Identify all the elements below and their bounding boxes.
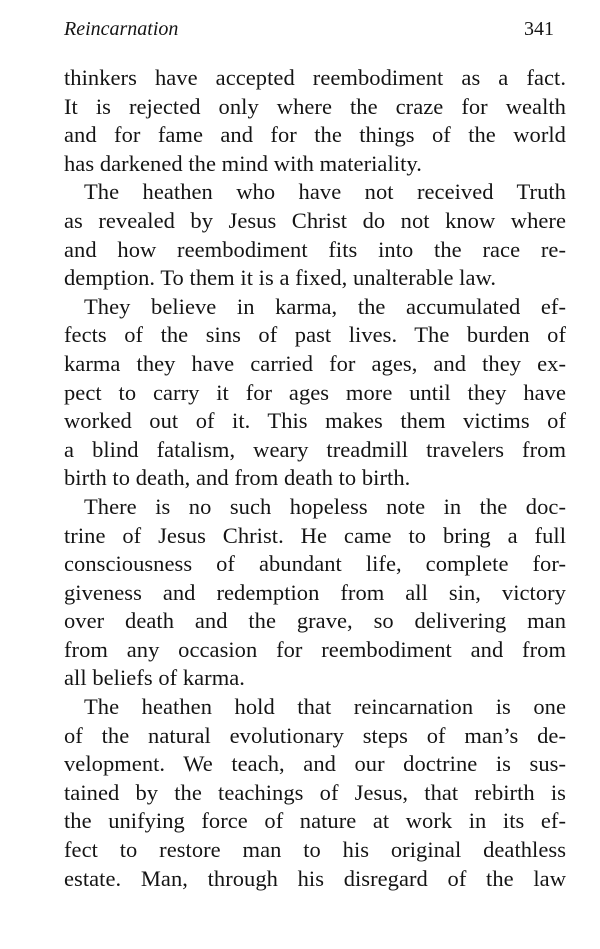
paragraph <box>64 693 566 893</box>
text-line: the unifying force of nature at work in its ef- <box>64 808 566 834</box>
text-line: a blind fatalism, weary treadmill travelers from <box>64 436 566 462</box>
paragraph <box>64 64 566 178</box>
text-line: has darkened the mind with materiality. <box>64 150 422 176</box>
text-line: as revealed by Jesus Christ do not know where <box>64 207 566 233</box>
paragraph <box>64 293 566 493</box>
running-title: Reincarnation <box>64 18 179 40</box>
text-line: thinkers have accepted reembodiment as a fact. <box>64 65 566 90</box>
text-line: trine of Jesus Christ. He came to bring a full <box>64 522 566 548</box>
text-line: velopment. We teach, and our doctrine is sus- <box>64 751 566 777</box>
text-line: and for fame and for the things of the world <box>64 122 566 148</box>
text-line: consciousness of abundant life, complete for- <box>64 551 566 577</box>
text-line: The heathen who have not received Truth <box>84 179 566 205</box>
text-line: karma they have carried for ages, and they ex- <box>64 350 566 376</box>
text-line: birth to death, and from death to birth. <box>64 465 411 491</box>
text-line: There is no such hopeless note in the doc- <box>84 493 566 519</box>
text-line: They believe in karma, the accumulated ef- <box>84 293 566 319</box>
text-line: pect to carry it for ages more until they have <box>64 379 566 405</box>
text-line: demption. To them it is a fixed, unalterable law. <box>64 265 497 291</box>
paragraph <box>64 178 566 292</box>
text-line: from any occasion for reembodiment and from <box>64 636 566 662</box>
paragraph <box>64 493 566 693</box>
text-line: tained by the teachings of Jesus, that rebirth is <box>64 779 566 805</box>
text-line: fects of the sins of past lives. The burden of <box>64 322 566 348</box>
text-line: estate. Man, through his disregard of the law <box>64 865 566 891</box>
text-line: The heathen hold that reincarnation is one <box>84 694 566 720</box>
running-head <box>64 14 554 44</box>
body-text <box>64 64 566 893</box>
text-line: giveness and redemption from all sin, victory <box>64 579 566 605</box>
text-line: all beliefs of karma. <box>64 665 245 691</box>
page-number: 341 <box>524 18 554 40</box>
text-line: over death and the grave, so delivering man <box>64 608 566 634</box>
text-line: worked out of it. This makes them victims of <box>64 408 566 434</box>
text-line: It is rejected only where the craze for wealth <box>64 93 566 119</box>
text-line: of the natural evolutionary steps of man’s de- <box>64 722 566 748</box>
text-line: and how reembodiment fits into the race re- <box>64 236 566 262</box>
text-line: fect to restore man to his original deathless <box>64 837 566 863</box>
